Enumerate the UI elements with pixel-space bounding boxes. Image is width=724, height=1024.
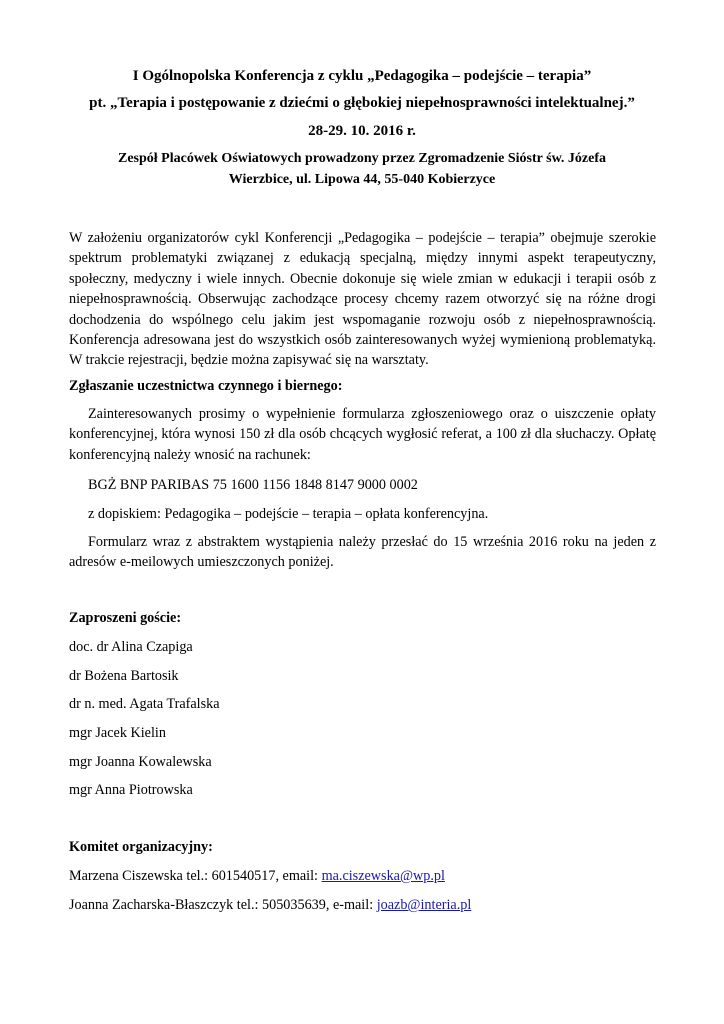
organizer-name: Zespół Placówek Oświatowych prowadzony przez Zgromadzenie Sióstr św. Józefa xyxy=(117,151,607,166)
email-link[interactable]: joazb@interia.pl xyxy=(376,897,472,913)
guest-item: dr n. med. Agata Trafalska xyxy=(69,696,220,712)
guest-item: dr Bożena Bartosik xyxy=(69,668,179,684)
guests-title: Zaproszeni goście: xyxy=(69,610,182,626)
committee-member xyxy=(69,897,471,914)
email-link[interactable]: ma.ciszewska@wp.pl xyxy=(321,868,445,884)
organizer-address: Wierzbice, ul. Lipowa 44, 55-040 Kobierzyce xyxy=(228,172,496,187)
payment-note: z dopiskiem: Pedagogika – podejście – terapia – opłata konferencyjna. xyxy=(88,506,489,522)
guest-item: doc. dr Alina Czapiga xyxy=(69,639,193,655)
committee-member-info: Joanna Zacharska-Błaszczyk tel.: 505035639, e-mail: xyxy=(69,897,377,913)
registration-title: Zgłaszanie uczestnictwa czynnego i biernego: xyxy=(69,378,343,394)
intro-paragraph: W założeniu organizatorów cykl Konferencji „Pedagogika – podejście – terapia” obejmuje szerokie spektrum problematyki związanej z edukacją specjalną, między innymi aspekt terapeutyczny, społeczny, medyczny i wiele innych. Obecnie dokonuje się wiele zmian w edukacji i terapii osób z niepełnosprawnością. Obserwując zachodzące procesy chcemy razem otworzyć się na różne drogi dochodzenia do wspólnego celu jakim jest wspomaganie rozwoju osób z niepełnosprawnością. Konferencja adresowana jest do wszystkich osób zainteresowanych wyżej wymienioną problematyką. W trakcie rejestracji, będzie można zapisywać się na warsztaty. xyxy=(69,230,656,369)
guest-item: mgr Jacek Kielin xyxy=(69,725,166,741)
committee-title: Komitet organizacyjny: xyxy=(69,839,213,855)
committee-member xyxy=(69,868,445,885)
registration-paragraph: Zainteresowanych prosimy o wypełnienie formularza zgłoszeniowego oraz o uiszczenie opłaty konferencyjnej, która wynosi 150 zł dla osób chcących wygłosić referat, a 100 zł dla słuchaczy. Opłatę konferencyjną należy wnosić na rachunek: xyxy=(69,406,656,463)
bank-account: BGŻ BNP PARIBAS 75 1600 1156 1848 8147 9000 0002 xyxy=(88,477,418,493)
form-info-paragraph: Formularz wraz z abstraktem wystąpienia należy przesłać do 15 września 2016 roku na jeden z adresów e-meilowych umieszczonych poniżej. xyxy=(69,534,656,571)
guest-item: mgr Anna Piotrowska xyxy=(69,782,193,798)
conference-dates: 28-29. 10. 2016 r. xyxy=(308,123,416,139)
conference-subtitle: pt. „Terapia i postępowanie z dziećmi o głębokiej niepełnosprawności intelektualnej.” xyxy=(89,95,635,111)
conference-title: I Ogólnopolska Konferencja z cyklu „Pedagogika – podejście – terapia” xyxy=(132,68,592,84)
guest-item: mgr Joanna Kowalewska xyxy=(69,754,212,770)
committee-member-info: Marzena Ciszewska tel.: 601540517, email: xyxy=(69,868,322,884)
